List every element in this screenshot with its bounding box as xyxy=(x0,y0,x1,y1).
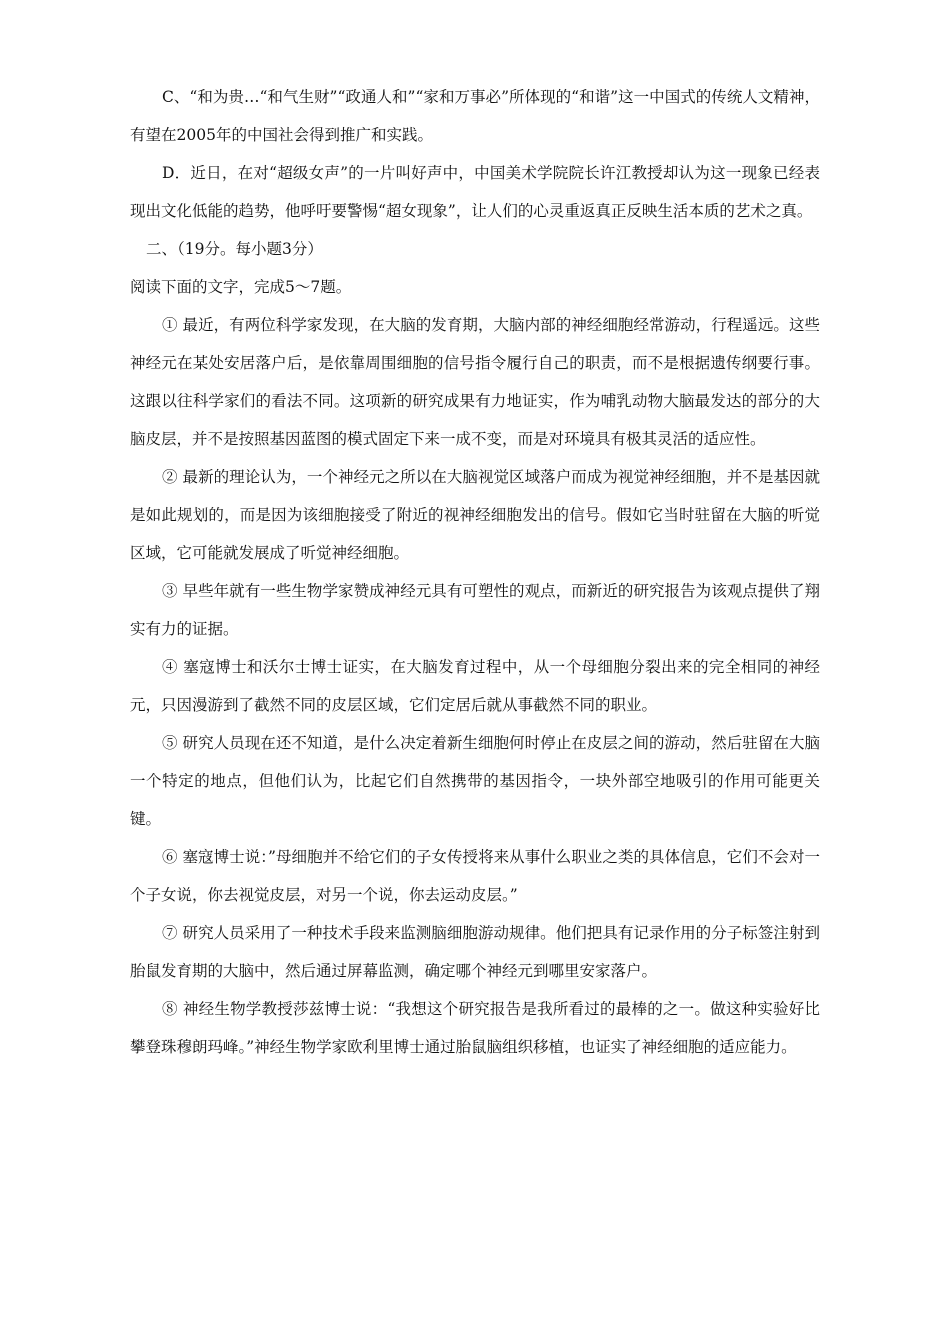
reading-instruction: 阅读下面的文字，完成5～7题。 xyxy=(130,278,352,296)
passage-paragraph-1: ① 最近，有两位科学家发现，在大脑的发育期，大脑内部的神经细胞经常游动，行程遥远。这些神经元在某处安居落户后，是依靠周围细胞的信号指令履行自己的职责，而不是根据遗传纲要行事。这跟以往科学家们的看法不同。这项新的研究成果有力地证实，作为哺乳动物大脑最发达的部分的大脑皮层，并不是按照基因蓝图的模式固定下来一成不变，而是对环境具有极其灵活的适应性。 xyxy=(130,316,820,448)
passage-paragraph-8: ⑧ 神经生物学教授莎兹博士说：“我想这个研究报告是我所看过的最棒的之一。做这种实验好比攀登珠穆朗玛峰。”神经生物学家欧利里博士通过胎鼠脑组织移植，也证实了神经细胞的适应能力。 xyxy=(130,1000,820,1056)
passage-paragraph-7: ⑦ 研究人员采用了一种技术手段来监测脑细胞游动规律。他们把具有记录作用的分子标签注射到胎鼠发育期的大脑中，然后通过屏幕监测，确定哪个神经元到哪里安家落户。 xyxy=(130,924,820,980)
option-c-paragraph: C、“和为贵…“和气生财”“政通人和”“家和万事必”所体现的“和谐”这一中国式的传统人文精神，有望在2005年的中国社会得到推广和实践。 xyxy=(130,88,820,144)
passage-paragraph-6: ⑥ 塞寇博士说：”母细胞并不给它们的子女传授将来从事什么职业之类的具体信息，它们不会对一个子女说，你去视觉皮层，对另一个说，你去运动皮层。” xyxy=(130,848,820,904)
document-body xyxy=(130,78,820,1066)
passage-paragraph-2: ② 最新的理论认为，一个神经元之所以在大脑视觉区域落户而成为视觉神经细胞，并不是基因就是如此规划的，而是因为该细胞接受了附近的视神经细胞发出的信号。假如它当时驻留在大脑的听觉区域，它可能就发展成了听觉神经细胞。 xyxy=(130,468,820,562)
option-d-paragraph: D．近日，在对“超级女声”的一片叫好声中，中国美术学院院长许江教授却认为这一现象已经表现出文化低能的趋势，他呼吁要警惕“超女现象”，让人们的心灵重返真正反映生活本质的艺术之真。 xyxy=(130,164,820,220)
passage-paragraph-3: ③ 早些年就有一些生物学家赞成神经元具有可塑性的观点，而新近的研究报告为该观点提供了翔实有力的证据。 xyxy=(130,582,820,638)
passage-paragraph-4: ④ 塞寇博士和沃尔士博士证实，在大脑发育过程中，从一个母细胞分裂出来的完全相同的神经元，只因漫游到了截然不同的皮层区域，它们定居后就从事截然不同的职业。 xyxy=(130,658,820,714)
passage-paragraph-5: ⑤ 研究人员现在还不知道，是什么决定着新生细胞何时停止在皮层之间的游动，然后驻留在大脑一个特定的地点，但他们认为，比起它们自然携带的基因指令，一块外部空地吸引的作用可能更关键。 xyxy=(130,734,820,828)
section-heading: 二、（19分。每小题3分） xyxy=(146,240,323,258)
